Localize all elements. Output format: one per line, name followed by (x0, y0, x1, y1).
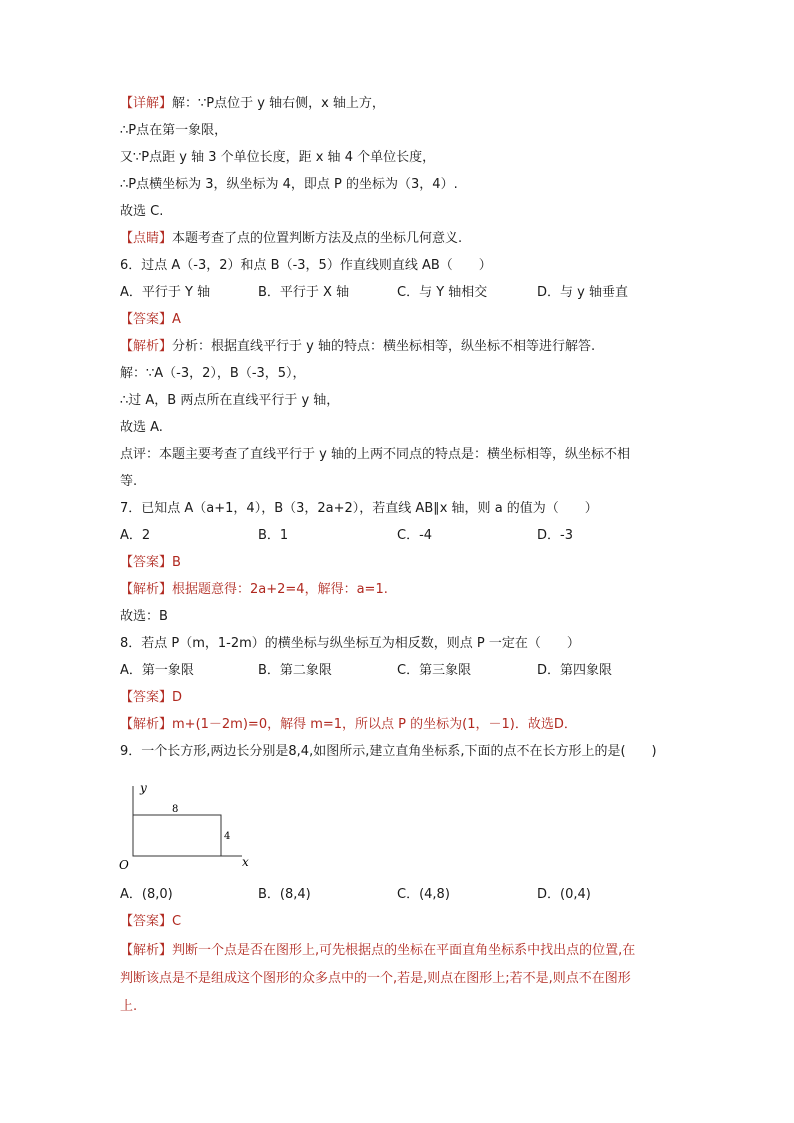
q9-answer (120, 913, 181, 931)
answer-value: A (172, 312, 181, 327)
analysis-tag: 【解析】 (120, 717, 173, 732)
analysis-text: 分析：根据直线平行于 y 轴的特点：横坐标相等，纵坐标不相等进行解答. (172, 339, 596, 354)
q8-answer (120, 689, 182, 707)
analysis-text: 判断一个点是否在图形上,可先根据点的坐标在平面直角坐标系中找出点的位置,在 (172, 943, 636, 958)
q8-option-b: B．第二象限 (258, 663, 332, 678)
q9-analysis (120, 942, 635, 960)
q7-answer (120, 554, 181, 572)
x-axis-label: x (242, 855, 249, 869)
q9-option-d: D．(0,4) (537, 887, 591, 902)
q7-stem: 7．已知点 A（a+1，4），B（3，2a+2），若直线 AB∥x 轴，则 a 的值为（ ） (120, 501, 598, 516)
answer-tag: 【答案】 (120, 690, 173, 705)
q8-analysis (120, 716, 577, 734)
answer-value: B (172, 555, 181, 570)
analysis-text: m+(1－2m)=0，解得 m=1，所以点 P 的坐标为(1，－1)．故选D． (172, 717, 577, 732)
q6-review-line: 点评：本题主要考查了直线平行于 y 轴的上两不同点的特点是：横坐标相等，纵坐标不相 (120, 447, 630, 462)
q6-option-b: B．平行于 X 轴 (258, 285, 350, 300)
analysis-tag: 【解析】 (120, 943, 173, 958)
width-label: 8 (172, 804, 179, 815)
q6-solution-line: ∴过 A，B 两点所在直线平行于 y 轴， (120, 393, 340, 408)
solution-line: ∴P点在第一象限， (120, 123, 228, 138)
rectangle-coordinate-figure (114, 780, 260, 872)
answer-value: C (172, 914, 182, 929)
q6-stem: 6．过点 A（-3，2）和点 B（-3，5）作直线则直线 AB（ ） (120, 258, 492, 273)
q6-option-c: C．与 Y 轴相交 (397, 285, 488, 300)
solution-line: ∴P点横坐标为 3，纵坐标为 4，即点 P 的坐标为（3，4）. (120, 177, 458, 192)
answer-tag: 【答案】 (120, 555, 173, 570)
q9-option-c: C．(4,8) (397, 887, 450, 902)
y-axis-label: y (140, 781, 147, 795)
q9-option-b: B．(8,4) (258, 887, 311, 902)
q7-analysis (120, 581, 388, 599)
rectangle (133, 815, 221, 856)
q8-stem: 8．若点 P（m，1-2m）的横坐标与纵坐标互为相反数，则点 P 一定在（ ） (120, 636, 580, 651)
comment-tag: 【点睛】 (120, 231, 173, 246)
comment-text: 本题考查了点的位置判断方法及点的坐标几何意义. (172, 231, 463, 246)
solution-line: 又∵P点距 y 轴 3 个单位长度，距 x 轴 4 个单位长度， (120, 150, 436, 165)
q6-solution-line: 解：∵A（-3，2），B（-3，5）， (120, 366, 306, 381)
q8-option-d: D．第四象限 (537, 663, 613, 678)
answer-tag: 【答案】 (120, 914, 173, 929)
detail-line (120, 95, 385, 113)
detail-text: 解：∵P点位于 y 轴右侧，x 轴上方， (172, 96, 385, 111)
q8-option-c: C．第三象限 (397, 663, 472, 678)
q7-option-c: C．-4 (397, 528, 433, 543)
q6-solution-line: 故选 A. (120, 420, 163, 435)
q9-analysis-line: 判断该点是不是组成这个图形的众多点中的一个,若是,则点在图形上;若不是,则点不在图形 (120, 971, 631, 986)
q9-option-a: A．(8,0) (120, 887, 173, 902)
origin-label: O (119, 858, 129, 872)
analysis-tag: 【解析】 (120, 582, 173, 597)
q7-solution-line: 故选：B (120, 609, 168, 624)
height-label: 4 (224, 831, 231, 842)
q7-option-b: B．1 (258, 528, 289, 543)
analysis-tag: 【解析】 (120, 339, 173, 354)
answer-value: D (172, 690, 183, 705)
q6-answer (120, 311, 181, 329)
q6-analysis (120, 338, 595, 356)
answer-tag: 【答案】 (120, 312, 173, 327)
comment-line (120, 230, 462, 248)
solution-line: 故选 C. (120, 204, 164, 219)
q7-option-d: D．-3 (537, 528, 573, 543)
q9-analysis-line: 上. (120, 999, 138, 1014)
q6-option-a: A．平行于 Y 轴 (120, 285, 211, 300)
detail-tag: 【详解】 (120, 96, 173, 111)
q6-option-d: D．与 y 轴垂直 (537, 285, 628, 300)
analysis-text: 根据题意得：2a+2=4，解得：a=1. (172, 582, 388, 597)
q8-option-a: A．第一象限 (120, 663, 194, 678)
q7-option-a: A．2 (120, 528, 151, 543)
q6-review-line: 等. (120, 474, 138, 489)
q9-stem: 9．一个长方形,两边长分别是8,4,如图所示,建立直角坐标系,下面的点不在长方形上的是( ) (120, 744, 657, 759)
